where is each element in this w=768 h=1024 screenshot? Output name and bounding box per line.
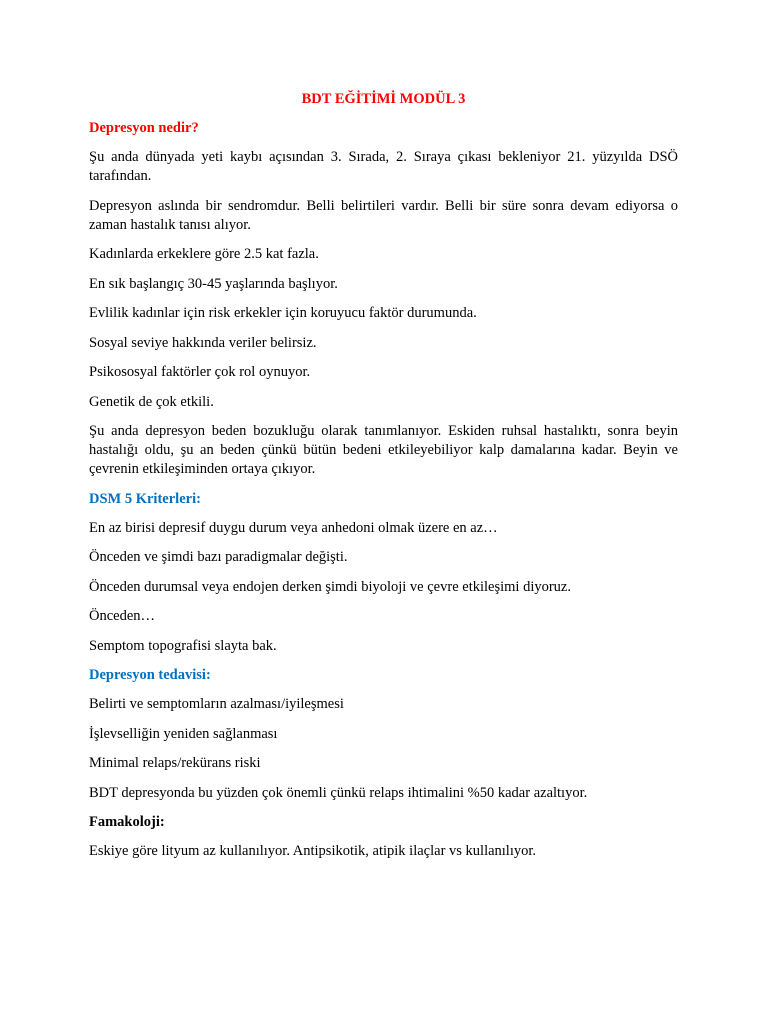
paragraph: Psikososyal faktörler çok rol oynuyor. [89,364,311,380]
paragraph: Genetik de çok etkili. [89,393,214,410]
paragraph: Önceden durumsal veya endojen derken şimdi biyoloji ve çevre etkileşimi diyoruz. [89,578,571,595]
paragraph: Önceden ve şimdi bazı paradigmalar değişti. [89,549,348,565]
heading-dsm5-kriterleri: DSM 5 Kriterleri: [89,490,201,507]
paragraph: Şu anda dünyada yeti kaybı açısından 3. Sırada, 2. Sıraya çıkası bekleniyor 21. yüzyılda DSÖ tarafından. [89,149,678,184]
paragraph: Minimal relaps/rekürans riski [89,755,261,771]
document-title: BDT EĞİTİMİ MODÜL 3 [301,91,466,107]
paragraph: Şu anda depresyon beden bozukluğu olarak tanımlanıyor. Eskiden ruhsal hastalıktı, sonra beyin hastalığı oldu, şu an beden çünkü bütün bedeni etkileyebiliyor kalp damalarına kadar. Beyin ve çevrenin etkileşiminden ortaya çıkıyor. [89,423,678,477]
paragraph: Kadınlarda erkeklere göre 2.5 kat fazla. [89,246,319,262]
paragraph: Sosyal seviye hakkında veriler belirsiz. [89,334,317,351]
heading-famakoloji: Famakoloji: [89,814,165,830]
paragraph: En sık başlangıç 30-45 yaşlarında başlıyor. [89,275,338,292]
paragraph: İşlevselliğin yeniden sağlanması [89,725,278,742]
paragraph: Önceden… [89,608,156,624]
paragraph: Eskiye göre lityum az kullanılıyor. Antipsikotik, atipik ilaçlar vs kullanılıyor. [89,843,537,859]
paragraph: Belirti ve semptomların azalması/iyileşmesi [89,696,344,712]
heading-depresyon-nedir: Depresyon nedir? [89,120,199,136]
paragraph: En az birisi depresif duygu durum veya anhedoni olmak üzere en az… [89,519,498,536]
paragraph: Evlilik kadınlar için risk erkekler için koruyucu faktör durumunda. [89,305,477,321]
paragraph: Depresyon aslında bir sendromdur. Belli belirtileri vardır. Belli bir süre sonra devam ediyorsa o zaman hastalık tanısı alıyor. [89,197,678,233]
paragraph: Semptom topografisi slayta bak. [89,637,277,654]
paragraph: BDT depresyonda bu yüzden çok önemli çünkü relaps ihtimalini %50 kadar azaltıyor. [89,784,588,801]
heading-depresyon-tedavisi: Depresyon tedavisi: [89,667,211,683]
document-page [89,90,678,872]
